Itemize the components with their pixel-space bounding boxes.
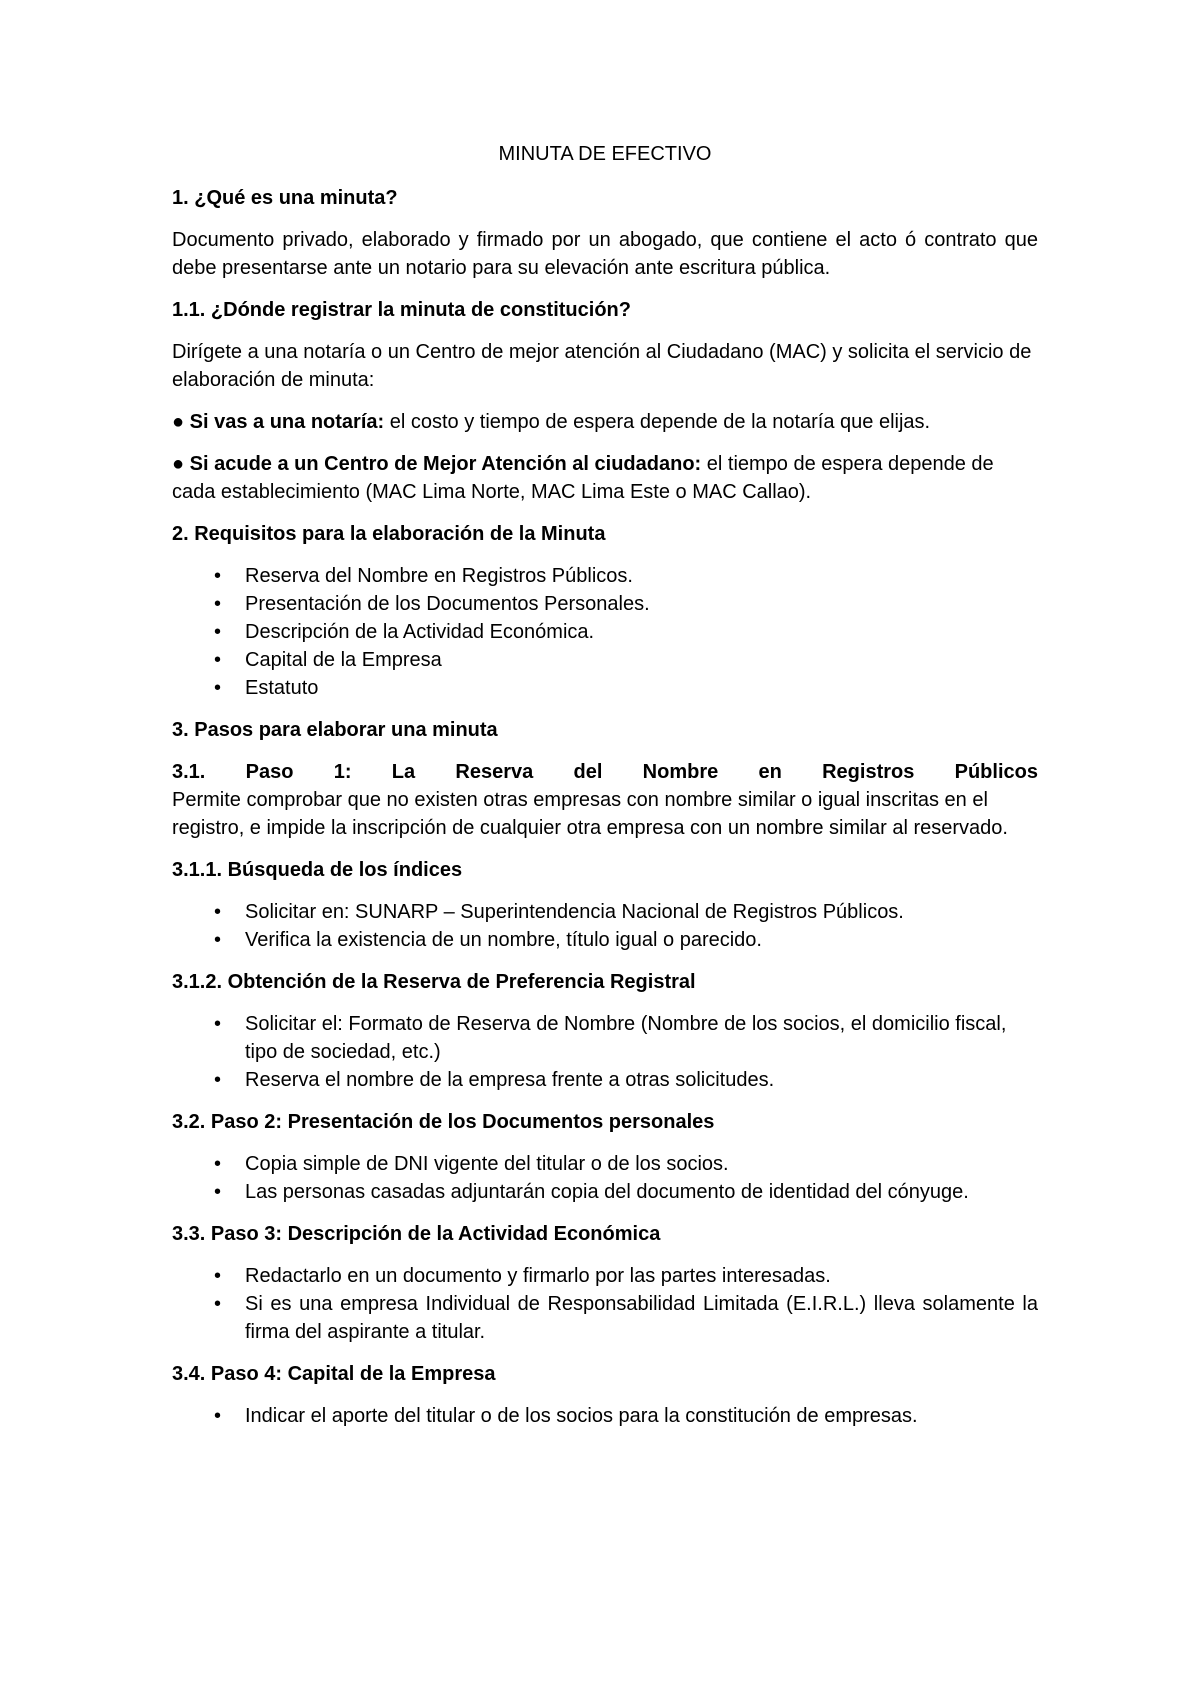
section-3-3-heading: 3.3. Paso 3: Descripción de la Actividad Económica [172, 1223, 661, 1245]
paso-1-word: Reserva [455, 761, 534, 783]
paso-1-word: en [758, 761, 782, 783]
section-3-2-heading: 3.2. Paso 2: Presentación de los Documentos personales [172, 1111, 715, 1133]
paso-1-word: Paso [245, 761, 294, 783]
mac-bullet [172, 450, 1038, 506]
documentos-list [172, 1150, 1038, 1206]
bullet-glyph: ● [172, 453, 185, 475]
paso-1-word: Registros [822, 761, 915, 783]
section-3-heading: 3. Pasos para elaborar una minuta [172, 719, 498, 741]
list-item: • Capital de la Empresa [172, 646, 1038, 674]
section-1-text: Documento privado, elaborado y firmado por un abogado, que contiene el acto ó contrato que debe presentarse ante un notario para su elevación ante escritura pública. [172, 229, 1038, 279]
section-3-1-1-heading: 3.1.1. Búsqueda de los índices [172, 859, 463, 881]
list-item: • Estatuto [172, 674, 1038, 702]
paso-1-word: 3.1. [172, 761, 206, 783]
requirements-list [172, 562, 1038, 702]
actividad-list [172, 1262, 1038, 1346]
paso-1-word: 1: [333, 761, 352, 783]
notaria-bullet-text: el costo y tiempo de espera depende de la notaría que elijas. [384, 411, 931, 433]
section-3-1-2-heading: 3.1.2. Obtención de la Reserva de Preferencia Registral [172, 971, 696, 993]
paso-1-block [172, 758, 1038, 842]
notaria-bullet [172, 408, 1038, 436]
list-item: • Verifica la existencia de un nombre, título igual o parecido. [172, 926, 1038, 954]
list-item: • Si es una empresa Individual de Responsabilidad Limitada (E.I.R.L.) lleva solamente la firma del aspirante a titular. [172, 1290, 1038, 1346]
section-3-4-heading: 3.4. Paso 4: Capital de la Empresa [172, 1363, 496, 1385]
paso-1-word: La [391, 761, 416, 783]
notaria-bullet-label: Si vas a una notaría: [189, 411, 385, 433]
paso-1-word: Nombre [642, 761, 719, 783]
list-item: • Indicar el aporte del titular o de los socios para la constitución de empresas. [172, 1402, 1038, 1430]
section-1-heading: 1. ¿Qué es una minuta? [172, 187, 398, 209]
section-2-heading: 2. Requisitos para la elaboración de la Minuta [172, 523, 606, 545]
list-item: • Redactarlo en un documento y firmarlo por las partes interesadas. [172, 1262, 1038, 1290]
list-item: • Solicitar el: Formato de Reserva de Nombre (Nombre de los socios, el domicilio fiscal, tipo de sociedad, etc.) [172, 1010, 1038, 1066]
paso-1-word: del [573, 761, 603, 783]
list-item: • Descripción de la Actividad Económica. [172, 618, 1038, 646]
list-item: • Solicitar en: SUNARP – Superintendencia Nacional de Registros Públicos. [172, 898, 1038, 926]
mac-bullet-label: Si acude a un Centro de Mejor Atención al ciudadano: [189, 453, 702, 475]
capital-list [172, 1402, 1038, 1430]
mac-bullet-text: el tiempo de espera depende de cada establecimiento (MAC Lima Norte, MAC Lima Este o MAC Callao). [172, 453, 994, 503]
obtencion-list [172, 1010, 1038, 1094]
list-item: • Presentación de los Documentos Personales. [172, 590, 1038, 618]
list-item: • Reserva del Nombre en Registros Públicos. [172, 562, 1038, 590]
list-item: • Las personas casadas adjuntarán copia del documento de identidad del cónyuge. [172, 1178, 1038, 1206]
busqueda-list [172, 898, 1038, 954]
section-1-1-text: Dirígete a una notaría o un Centro de mejor atención al Ciudadano (MAC) y solicita el servicio de elaboración de minuta: [172, 341, 1032, 391]
section-1-1-heading: 1.1. ¿Dónde registrar la minuta de constitución? [172, 299, 631, 321]
paso-1-text: Permite comprobar que no existen otras empresas con nombre similar o igual inscritas en el registro, e impide la inscripción de cualquier otra empresa con un nombre similar al reservado. [172, 789, 1008, 839]
list-item: • Copia simple de DNI vigente del titular o de los socios. [172, 1150, 1038, 1178]
bullet-glyph: ● [172, 411, 185, 433]
list-item: • Reserva el nombre de la empresa frente a otras solicitudes. [172, 1066, 1038, 1094]
paso-1-heading [172, 758, 1038, 786]
document-title: MINUTA DE EFECTIVO [498, 143, 712, 165]
paso-1-word: Públicos [954, 761, 1038, 783]
